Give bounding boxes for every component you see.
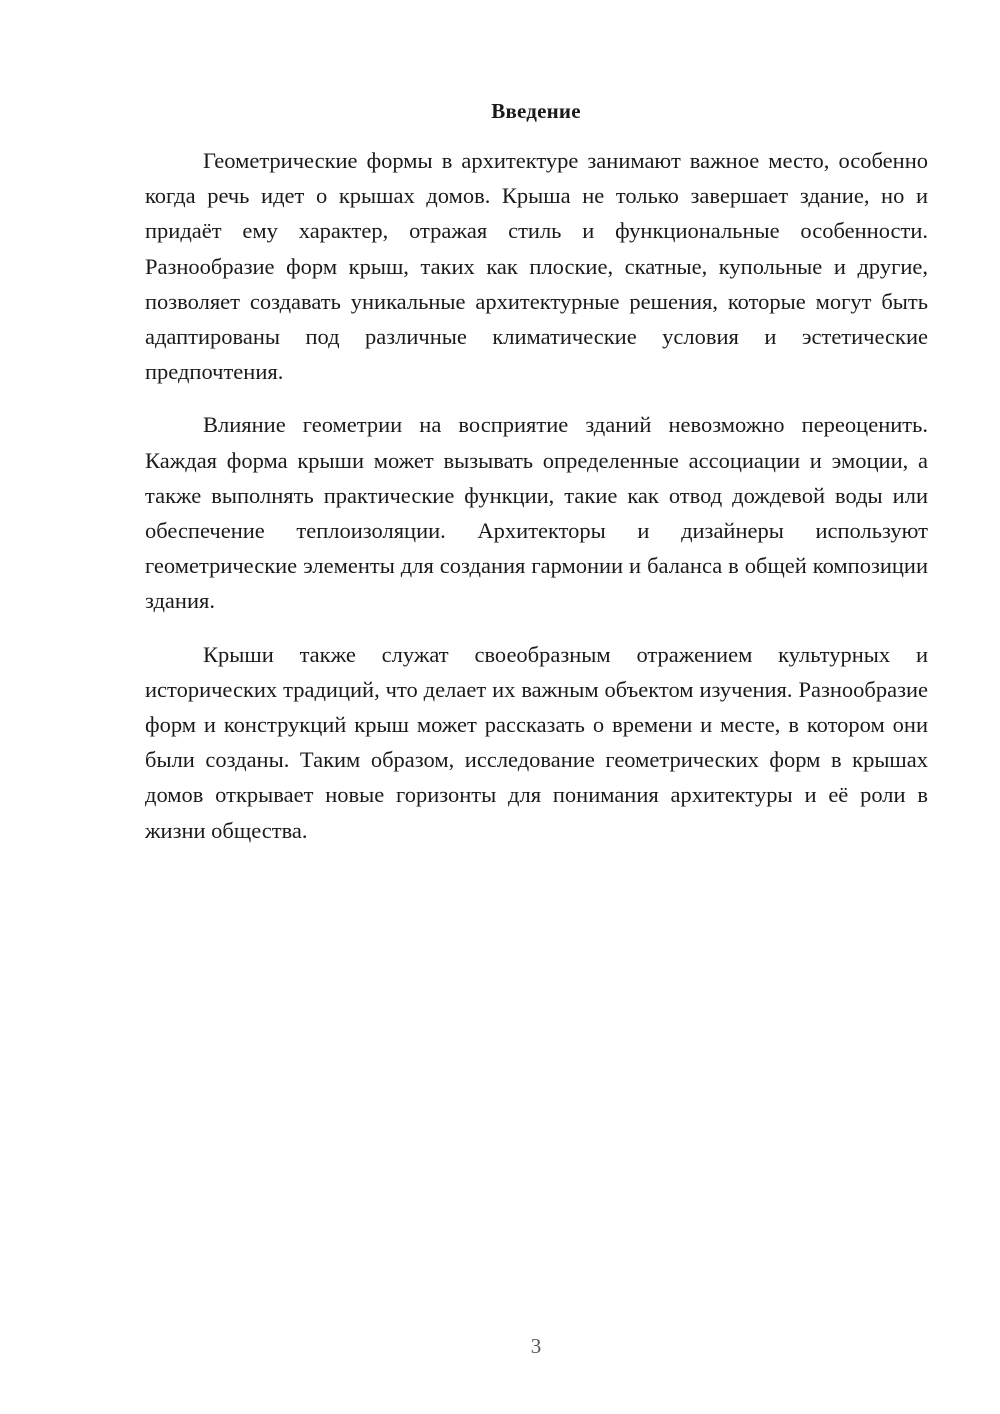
body-text	[145, 143, 928, 866]
paragraph-2: Влияние геометрии на восприятие зданий невозможно переоценить. Каждая форма крыши может вызывать определенные ассоциации и эмоции, а также выполнять практические функции, такие как отвод дождевой воды или обеспечение теплоизоляции. Архитекторы и дизайнеры используют геометрические элементы для создания гармонии и баланса в общей композиции здания.	[145, 412, 928, 614]
paragraph-1: Геометрические формы в архитектуре занимают важное место, особенно когда речь идет о крышах домов. Крыша не только завершает здание, но и придаёт ему характер, отражая стиль и функциональные особенности. Разнообразие форм крыш, таких как плоские, скатные, купольные и другие, позволяет создавать уникальные архитектурные решения, которые могут быть адаптированы под различные климатические условия и эстетические предпочтения.	[145, 148, 928, 385]
paragraph-3: Крыши также служат своеобразным отражением культурных и исторических традиций, что делает их важным объектом изучения. Разнообразие форм и конструкций крыш может рассказать о времени и месте, в котором они были созданы. Таким образом, исследование геометрических форм в крышах домов открывает новые горизонты для понимания архитектуры и её роли в жизни общества.	[145, 641, 928, 843]
page-number: 3	[530, 1334, 542, 1358]
section-heading: Введение	[491, 99, 581, 123]
